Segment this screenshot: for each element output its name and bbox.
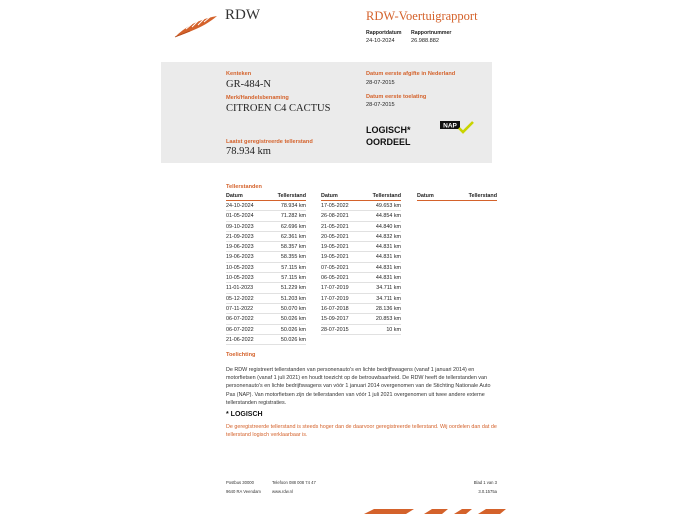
table-row [226, 222, 306, 232]
table-row [321, 232, 401, 242]
footer-city: 9640 RA Veendam [226, 489, 261, 494]
date-header: Datum [321, 193, 338, 199]
table-row [321, 201, 401, 211]
reading-date: 24-10-2024 [226, 203, 254, 209]
logisch-text: De geregistreerde tellerstand is steeds hoger dan de daarvoor geregistreerde tellerstand. Wij oordelen dan dat de tellerstand logisch verklaarbaar is. [226, 424, 497, 439]
reading-odometer: 50.026 km [280, 326, 306, 333]
reading-odometer: 50.026 km [280, 316, 306, 323]
table-row [321, 314, 401, 324]
readings-column-2 [321, 193, 401, 335]
table-row [321, 325, 401, 335]
reading-odometer: 58.355 km [280, 254, 306, 261]
reading-date: 20-05-2021 [321, 233, 349, 240]
reading-date: 21-09-2023 [226, 233, 254, 240]
reading-date: 21-06-2022 [226, 336, 254, 343]
table-header [226, 193, 306, 201]
reading-odometer: 44.831 km [375, 264, 401, 271]
reading-odometer: 10 km [386, 326, 401, 333]
verdict-line-1: LOGISCH* [366, 125, 411, 135]
reading-date: 28-07-2015 [321, 326, 349, 333]
reading-date: 19-06-2023 [226, 254, 254, 261]
reading-odometer: 44.831 km [375, 244, 401, 251]
reading-date: 07-11-2022 [226, 305, 254, 312]
table-row [226, 314, 306, 324]
table-row [226, 304, 306, 314]
reading-date: 11-01-2023 [226, 285, 254, 292]
first-admission: 28-07-2015 [366, 102, 395, 108]
reading-date: 06-07-2022 [226, 326, 254, 333]
reading-date: 16-07-2018 [321, 305, 349, 312]
table-row [321, 252, 401, 262]
reading-odometer: 50.026 km [280, 336, 306, 343]
table-row [321, 263, 401, 273]
odometer-header: Tellerstand [277, 193, 306, 199]
brand-name: RDW [225, 7, 260, 23]
reading-date: 10-05-2023 [226, 264, 254, 271]
reading-odometer: 44.854 km [375, 213, 401, 220]
reading-date: 19-06-2023 [226, 244, 254, 251]
first-registration-nl: 28-07-2015 [366, 80, 395, 86]
odometer-header: Tellerstand [468, 193, 497, 199]
reading-odometer: 50.070 km [280, 305, 306, 312]
odometer-value: 78.934 km [226, 146, 271, 157]
odometer-header: Tellerstand [372, 193, 401, 199]
reading-date: 19-05-2021 [321, 244, 349, 251]
reading-odometer: 44.832 km [375, 233, 401, 240]
vehicle-model: CITROEN C4 CACTUS [226, 103, 331, 114]
reading-odometer: 28.136 km [375, 305, 401, 312]
logisch-title: * LOGISCH [226, 411, 263, 418]
reading-odometer: 58.357 km [280, 244, 306, 251]
table-row [321, 304, 401, 314]
verdict [366, 124, 411, 148]
reading-date: 07-05-2021 [321, 264, 349, 271]
reading-odometer: 34.711 km [376, 295, 401, 302]
table-row [226, 242, 306, 252]
table-row [226, 294, 306, 304]
footer-code: 3.0.1575a [478, 489, 497, 494]
readings-title: Tellerstanden [226, 184, 262, 190]
reading-odometer: 49.653 km [375, 203, 401, 209]
reading-date: 01-05-2024 [226, 213, 254, 220]
report-number: 26.988.882 [411, 38, 439, 44]
reading-odometer: 57.115 km [281, 275, 306, 282]
reading-odometer: 62.696 km [280, 223, 306, 230]
table-row [226, 283, 306, 293]
table-row [226, 232, 306, 242]
readings-column-1 [226, 193, 306, 345]
first-registration-nl-label: Datum eerste afgifte in Nederland [366, 71, 456, 77]
explanation-title: Toelichting [226, 352, 256, 358]
table-row [226, 273, 306, 283]
document-title: RDW-Voertuigrapport [366, 9, 478, 23]
table-row [226, 325, 306, 335]
footer-postbus: Postbus 30000 [226, 480, 254, 485]
footer-decoration [360, 509, 520, 514]
report-date: 24-10-2024 [366, 38, 395, 44]
reading-date: 06-05-2021 [321, 275, 349, 282]
table-row [226, 263, 306, 273]
table-row [321, 222, 401, 232]
model-label: Merk/Handelsbenaming [226, 95, 289, 101]
first-admission-label: Datum eerste toelating [366, 94, 427, 100]
readings-column-3 [417, 193, 497, 201]
footer-website[interactable]: www.rdw.nl [272, 489, 293, 494]
explanation-text: De RDW registreert tellerstanden van personenauto's en lichte bedrijfswagens (vanaf 1 januari 2014) en motorfietsen (vanaf 1 juli 2021) en houdt toezicht op de betrouwbaarheid. De RDW heeft de tellerstanden van personenauto's en lichte bedrijfswagens van vóór 1 januari 2014 overgenomen van de Stichting Nationale Auto Pas (NAP). Van motorfietsen zijn de tellerstanden van vóór 1 juli 2021 overgenomen uit twee andere externe tellerstanden registraties. [226, 367, 491, 406]
reading-date: 21-05-2021 [321, 223, 349, 230]
license-plate: GR-484-N [226, 79, 271, 90]
table-header [417, 193, 497, 201]
reading-date: 05-12-2022 [226, 295, 254, 302]
date-header: Datum [226, 193, 243, 199]
date-header: Datum [417, 193, 434, 199]
table-row [321, 294, 401, 304]
reading-date: 19-05-2021 [321, 254, 349, 261]
reading-date: 10-05-2023 [226, 275, 254, 282]
table-row [226, 201, 306, 211]
table-row [321, 273, 401, 283]
footer-phone: Telefoon 088 008 74 47 [272, 480, 316, 485]
reading-odometer: 51.229 km [280, 285, 306, 292]
table-row [321, 283, 401, 293]
reading-odometer: 51.203 km [280, 295, 306, 302]
table-row [226, 211, 306, 221]
reading-date: 15-09-2017 [321, 316, 349, 323]
reading-date: 06-07-2022 [226, 316, 254, 323]
table-row [226, 335, 306, 345]
reading-odometer: 71.282 km [280, 213, 306, 220]
reading-date: 17-07-2019 [321, 295, 349, 302]
report-date-label: Rapportdatum [366, 30, 402, 36]
reading-odometer: 78.934 km [280, 203, 306, 209]
verdict-line-2: OORDEEL [366, 137, 411, 147]
reading-odometer: 20.853 km [375, 316, 401, 323]
reading-odometer: 44.831 km [375, 254, 401, 261]
odometer-label: Laatst geregistreerde tellerstand [226, 139, 313, 145]
table-row [321, 211, 401, 221]
reading-odometer: 44.831 km [375, 275, 401, 282]
reading-odometer: 62.361 km [280, 233, 306, 240]
nap-logo-text: NAP [443, 122, 457, 130]
reading-date: 09-10-2023 [226, 223, 254, 230]
table-row [321, 242, 401, 252]
reading-date: 17-05-2022 [321, 203, 349, 209]
nap-check-icon [440, 121, 474, 134]
plate-label: Kenteken [226, 71, 252, 77]
rdw-feather-logo-icon [174, 14, 218, 38]
table-header [321, 193, 401, 201]
reading-date: 26-08-2021 [321, 213, 349, 220]
report-number-label: Rapportnummer [411, 30, 452, 36]
reading-odometer: 57.115 km [281, 264, 306, 271]
reading-odometer: 34.711 km [376, 285, 401, 292]
table-row [226, 252, 306, 262]
footer-page-number: Blad 1 van 3 [473, 480, 497, 485]
reading-date: 17-07-2019 [321, 285, 349, 292]
reading-odometer: 44.840 km [375, 223, 401, 230]
